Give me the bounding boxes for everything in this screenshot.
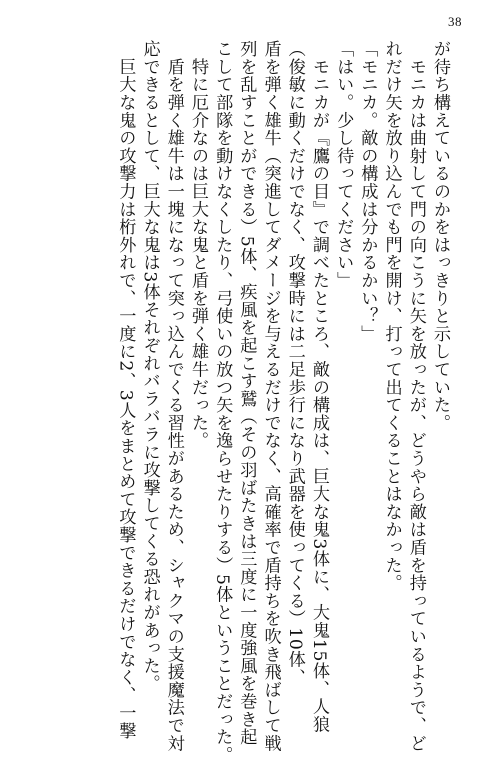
text-line: 盾を弾く雄牛は一塊になって突っ込んでくる習性があるため、シャクマの支援魔法で対 [163, 40, 184, 752]
text-line: 列を乱すことができる）5体、疾風を起こす鷲（その羽ばたきは三度に一度強風を巻き起 [236, 40, 257, 746]
text-line: 特に厄介なのは巨大な鬼と盾を弾く雄牛だった。 [187, 40, 208, 450]
text-line: 「はい。少し待ってください」 [333, 40, 354, 290]
text-line: 「モニカ。敵の構成は分かるかい？」 [357, 40, 378, 343]
text-line: 盾を弾く雄牛（突進してダメージを与えるだけでなく、高確率で盾持ちを吹き飛ばして戦 [260, 40, 281, 752]
text-line: （俊敏に動くだけでなく、攻撃時には二足歩行になり武器を使ってくる）10体、 [284, 40, 305, 687]
text-line: れだけ矢を放り込んでも門を開け、打って出てくることはなかった。 [381, 40, 402, 592]
text-line: モニカが『鷹の目』で調べたところ、敵の構成は、巨大な鬼3体に、大鬼15体、人狼 [308, 40, 329, 734]
text-line: こして部隊を動けなくしたり、弓使いの放つ矢を逸らせたりする）5体ということだった。 [212, 40, 233, 764]
text-line: モニカは曲射して門の向こうに矢を放ったが、どうやら敵は盾を持っているようで、ど [405, 40, 426, 752]
text-line: 巨大な鬼の攻撃力は桁外れで、一度に2、3人をまとめて攻撃できるだけでなく、一撃 [115, 40, 136, 740]
body-text [113, 40, 452, 764]
text-line: が待ち構えているのかをはっきりと示していた。 [430, 40, 450, 432]
text-line: 応できるとして、巨大な鬼は3体それぞれバラバラに攻撃してくる恐れがあった。 [139, 40, 160, 693]
page-number: 38 [448, 14, 462, 29]
